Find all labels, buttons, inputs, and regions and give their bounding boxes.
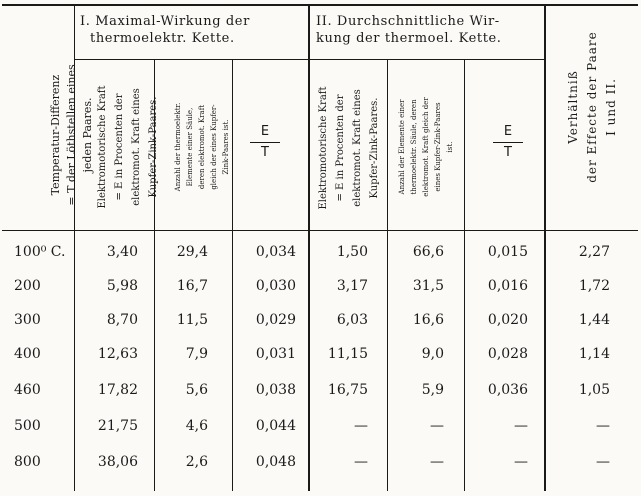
table-row <box>0 446 641 479</box>
g2-emf-cell: 11,15 <box>327 346 368 362</box>
g2-emf-cell: 6,03 <box>336 312 368 328</box>
group1-underline <box>75 59 308 60</box>
g2-element-count-header: Anzahl der Elemente einer thermoelektr. Säule, deren elektromot. Kraft gleich der eines Kupfer-Zink-Paares ist. <box>398 97 454 197</box>
top-rule <box>2 4 638 6</box>
g1-ratio-numerator: E <box>260 124 270 139</box>
g1-ratio-cell: 0,030 <box>255 278 296 294</box>
group2-underline <box>310 59 544 60</box>
g2-ratio-bar <box>493 142 523 143</box>
g1-ratio-cell: 0,034 <box>255 244 296 260</box>
effect-ratio-cell: — <box>596 454 610 470</box>
g2-emf-cell: — <box>354 418 368 434</box>
temperature-cell: 460 <box>14 382 41 398</box>
table-row <box>0 338 641 371</box>
g2-emf-cell: 1,50 <box>336 244 368 260</box>
g2-count-cell: 9,0 <box>421 346 444 362</box>
g2-emf-cell: 3,17 <box>336 278 368 294</box>
temperature-cell: 800 <box>14 454 41 470</box>
g1-emf-cell: 17,82 <box>97 382 138 398</box>
g1-count-cell: 4,6 <box>185 418 208 434</box>
g2-ratio-cell: 0,015 <box>487 244 528 260</box>
g2-count-cell: — <box>430 454 444 470</box>
group1-title <box>80 13 306 47</box>
temperature-difference-header: Temperatur-Differenz = T der Löthstellen eines jeden Paares. <box>49 64 94 206</box>
g2-ratio-cell: 0,016 <box>487 278 528 294</box>
g2-ratio-fraction <box>491 124 525 161</box>
effect-ratio-header: Verhältniß der Effecte der Paare I und II. <box>565 31 618 183</box>
g1-ratio-cell: 0,048 <box>255 454 296 470</box>
effect-ratio-cell: 1,44 <box>578 312 610 328</box>
g2-count-cell: 5,9 <box>421 382 444 398</box>
table-row <box>0 374 641 407</box>
temperature-cell: 200 <box>14 278 41 294</box>
g2-count-cell: 31,5 <box>412 278 444 294</box>
table-row <box>0 270 641 303</box>
g1-count-cell: 16,7 <box>176 278 208 294</box>
group2-title <box>316 13 542 47</box>
effect-ratio-cell: — <box>596 418 610 434</box>
temperature-cell: 100⁰ C. <box>14 244 66 260</box>
g1-emf-cell: 3,40 <box>106 244 138 260</box>
g1-ratio-cell: 0,029 <box>255 312 296 328</box>
g2-ratio-cell: — <box>514 454 528 470</box>
g1-ratio-cell: 0,038 <box>255 382 296 398</box>
effect-ratio-cell: 1,14 <box>578 346 610 362</box>
g1-emf-cell: 21,75 <box>97 418 138 434</box>
g2-electromotive-force-header: Elektromotorische Kraft = E in Procenten der elektromot. Kraft eines Kupfer-Zink-Paares. <box>318 86 380 210</box>
g2-count-cell: — <box>430 418 444 434</box>
temperature-cell: 400 <box>14 346 41 362</box>
g2-ratio-numerator: E <box>503 124 513 139</box>
g1-count-cell: 7,9 <box>185 346 208 362</box>
g2-emf-cell: — <box>354 454 368 470</box>
group2-title-line1: II. Durchschnittliche Wir- <box>316 14 500 29</box>
g1-emf-cell: 8,70 <box>106 312 138 328</box>
temperature-cell: 300 <box>14 312 41 328</box>
group1-title-line2: thermoelektr. Kette. <box>90 31 235 46</box>
g2-count-cell: 66,6 <box>412 244 444 260</box>
effect-ratio-cell: 1,72 <box>578 278 610 294</box>
g1-electromotive-force-header: Elektromotorische Kraft = E in Procenten der elektromot. Kraft eines Kupfer-Zink-Paares. <box>97 85 159 209</box>
g1-emf-cell: 5,98 <box>106 278 138 294</box>
table-row <box>0 410 641 443</box>
table-row <box>0 304 641 337</box>
g1-count-cell: 29,4 <box>176 244 208 260</box>
effect-ratio-cell: 1,05 <box>578 382 610 398</box>
group2-title-line2: kung der thermoel. Kette. <box>316 31 502 46</box>
g1-element-count-header: Anzahl der thermoelektr. Elemente einer Säule, deren elektromot. Kraft gleich der eines Kupfer- Zink-Paares ist. <box>174 102 230 192</box>
g1-ratio-cell: 0,031 <box>255 346 296 362</box>
temperature-cell: 500 <box>14 418 41 434</box>
g1-count-cell: 11,5 <box>176 312 208 328</box>
g1-count-cell: 2,6 <box>185 454 208 470</box>
g1-emf-cell: 12,63 <box>97 346 138 362</box>
table-row <box>0 236 641 269</box>
group1-title-line1: I. Maximal-Wirkung der <box>80 14 250 29</box>
g1-ratio-fraction <box>248 124 282 161</box>
g1-ratio-cell: 0,044 <box>255 418 296 434</box>
g1-emf-cell: 38,06 <box>97 454 138 470</box>
effect-ratio-cell: 2,27 <box>578 244 610 260</box>
g2-ratio-denominator: T <box>504 145 512 160</box>
g2-count-cell: 16,6 <box>412 312 444 328</box>
g2-ratio-cell: 0,028 <box>487 346 528 362</box>
g2-ratio-cell: — <box>514 418 528 434</box>
g2-ratio-cell: 0,036 <box>487 382 528 398</box>
g1-count-cell: 5,6 <box>185 382 208 398</box>
g2-ratio-cell: 0,020 <box>487 312 528 328</box>
g1-ratio-bar <box>250 142 280 143</box>
g1-ratio-denominator: T <box>261 145 269 160</box>
g2-emf-cell: 16,75 <box>327 382 368 398</box>
